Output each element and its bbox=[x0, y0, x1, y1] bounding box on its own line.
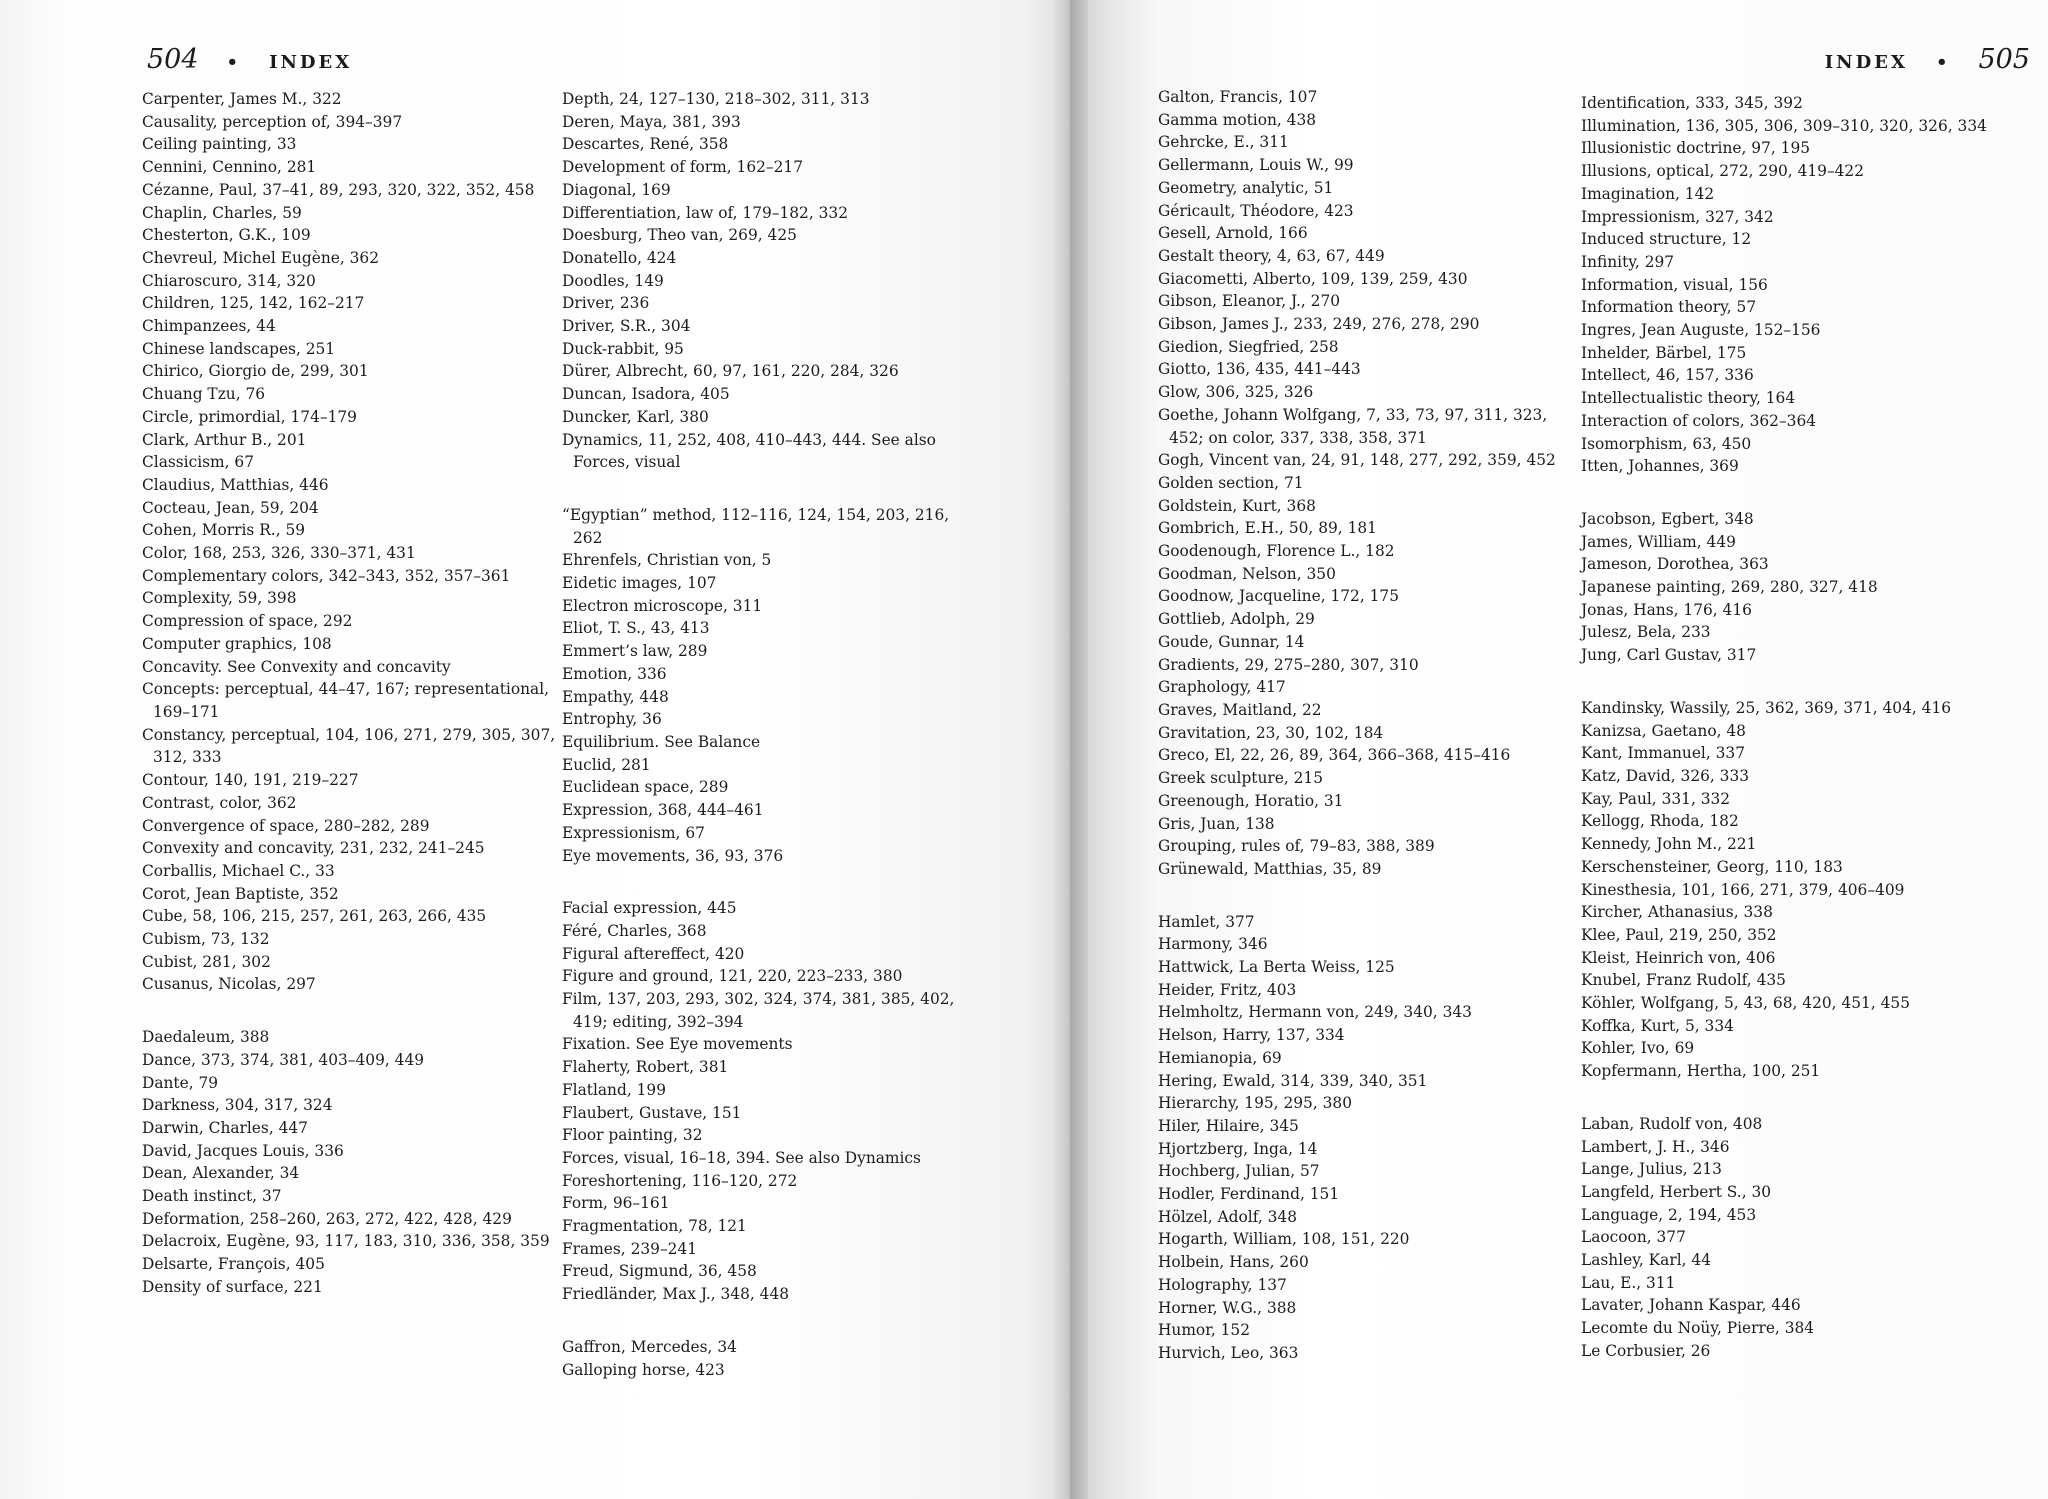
index-entry: Ceiling painting, 33 bbox=[142, 135, 297, 154]
index-entry: Children, 125, 142, 162–217 bbox=[142, 294, 365, 313]
index-entry: Golden section, 71 bbox=[1158, 473, 1304, 492]
index-entry: Claudius, Matthias, 446 bbox=[142, 475, 329, 494]
index-entry: Identification, 333, 345, 392 bbox=[1581, 94, 1803, 112]
index-entry: Kay, Paul, 331, 332 bbox=[1581, 789, 1731, 808]
index-entry: Complexity, 59, 398 bbox=[142, 589, 297, 608]
index-entry: Floor painting, 32 bbox=[562, 1126, 703, 1145]
index-entry: Equilibrium. See Balance bbox=[562, 732, 761, 751]
index-entry: Lange, Julius, 213 bbox=[1581, 1160, 1722, 1179]
index-entry: Hamlet, 377 bbox=[1158, 912, 1255, 931]
index-entry: Film, 137, 203, 293, 302, 324, 374, 381, 385, 402, 419; editing, 392–394 bbox=[562, 990, 955, 1031]
index-entry: Géricault, Théodore, 423 bbox=[1158, 201, 1354, 220]
index-entry: Hochberg, Julian, 57 bbox=[1158, 1162, 1320, 1181]
index-entry: Driver, 236 bbox=[562, 294, 650, 313]
index-entry: Dynamics, 11, 252, 408, 410–443, 444. See also Forces, visual bbox=[562, 430, 936, 472]
index-entry: Dean, Alexander, 34 bbox=[142, 1164, 300, 1183]
index-entry: Kopfermann, Hertha, 100, 251 bbox=[1581, 1062, 1821, 1081]
index-entry: Goodman, Nelson, 350 bbox=[1158, 564, 1336, 583]
index-entry: Kennedy, John M., 221 bbox=[1581, 835, 1757, 854]
index-entry: Gamma motion, 438 bbox=[1158, 110, 1317, 129]
index-entry: Facial expression, 445 bbox=[562, 899, 737, 918]
index-entry: Chiaroscuro, 314, 320 bbox=[142, 271, 316, 290]
page-number-left: 504 bbox=[147, 44, 199, 75]
index-entry: Goodnow, Jacqueline, 172, 175 bbox=[1158, 587, 1400, 606]
bullet-separator: • bbox=[1935, 52, 1951, 73]
index-entry: Figure and ground, 121, 220, 223–233, 380 bbox=[562, 967, 903, 986]
index-entry: Holbein, Hans, 260 bbox=[1158, 1253, 1309, 1272]
index-entry: Hjortzberg, Inga, 14 bbox=[1158, 1139, 1318, 1158]
index-entry: Galton, Francis, 107 bbox=[1158, 88, 1318, 106]
index-entry: Constancy, perceptual, 104, 106, 271, 279, 305, 307, 312, 333 bbox=[142, 725, 556, 767]
index-entry: Köhler, Wolfgang, 5, 43, 68, 420, 451, 455 bbox=[1581, 994, 1910, 1013]
index-entry: Gombrich, E.H., 50, 89, 181 bbox=[1158, 519, 1377, 538]
index-entry: David, Jacques Louis, 336 bbox=[142, 1141, 344, 1160]
index-entry: Kleist, Heinrich von, 406 bbox=[1581, 948, 1776, 967]
index-entry: Convergence of space, 280–282, 289 bbox=[142, 816, 430, 835]
index-entry: Goude, Gunnar, 14 bbox=[1158, 632, 1305, 651]
index-entry: Gestalt theory, 4, 63, 67, 449 bbox=[1158, 246, 1385, 265]
index-entry: Kanizsa, Gaetano, 48 bbox=[1581, 721, 1746, 740]
index-entry: Jameson, Dorothea, 363 bbox=[1581, 555, 1769, 574]
index-entry: Induced structure, 12 bbox=[1581, 230, 1752, 249]
index-entry: Gellermann, Louis W., 99 bbox=[1158, 156, 1354, 175]
index-entry: Complementary colors, 342–343, 352, 357–361 bbox=[142, 566, 511, 585]
index-entry: Flaherty, Robert, 381 bbox=[562, 1058, 729, 1077]
index-entry: Galloping horse, 423 bbox=[562, 1360, 725, 1379]
index-entry: Death instinct, 37 bbox=[142, 1187, 282, 1206]
index-entry: Cocteau, Jean, 59, 204 bbox=[142, 498, 319, 517]
index-column-3 bbox=[1158, 86, 1576, 1365]
index-entry: Cube, 58, 106, 215, 257, 261, 263, 266, 435 bbox=[142, 907, 487, 926]
index-entry: Chevreul, Michel Eugène, 362 bbox=[142, 248, 379, 267]
letter-group-gap bbox=[142, 996, 560, 1026]
index-entry: Friedländer, Max J., 348, 448 bbox=[562, 1285, 790, 1304]
index-entry: Illumination, 136, 305, 306, 309–310, 320, 326, 334 bbox=[1581, 116, 1987, 135]
index-entry: Driver, S.R., 304 bbox=[562, 317, 691, 336]
index-entry: Ehrenfels, Christian von, 5 bbox=[562, 551, 772, 570]
index-entry: Laocoon, 377 bbox=[1581, 1228, 1686, 1247]
index-entry: Graves, Maitland, 22 bbox=[1158, 700, 1322, 719]
index-entry: Holography, 137 bbox=[1158, 1275, 1287, 1294]
index-entry: Deren, Maya, 381, 393 bbox=[562, 112, 741, 131]
index-entry: Gogh, Vincent van, 24, 91, 148, 277, 292, 359, 452 bbox=[1158, 451, 1556, 470]
index-entry: James, William, 449 bbox=[1581, 532, 1736, 551]
index-entry: Delacroix, Eugène, 93, 117, 183, 310, 336, 358, 359 bbox=[142, 1232, 550, 1251]
index-entry: Density of surface, 221 bbox=[142, 1277, 323, 1296]
index-entry: Klee, Paul, 219, 250, 352 bbox=[1581, 925, 1777, 944]
index-entry: Development of form, 162–217 bbox=[562, 158, 803, 177]
index-entry: Dürer, Albrecht, 60, 97, 161, 220, 284, 326 bbox=[562, 362, 899, 381]
letter-group-gap bbox=[562, 1306, 980, 1336]
index-entry: Darwin, Charles, 447 bbox=[142, 1118, 308, 1137]
index-entry: Gibson, James J., 233, 249, 276, 278, 290 bbox=[1158, 315, 1480, 334]
index-entry: Foreshortening, 116–120, 272 bbox=[562, 1171, 798, 1190]
index-entry: Goodenough, Florence L., 182 bbox=[1158, 542, 1395, 561]
index-entry: Language, 2, 194, 453 bbox=[1581, 1205, 1757, 1224]
index-entry: Kandinsky, Wassily, 25, 362, 369, 371, 404, 416 bbox=[1581, 698, 1952, 717]
index-entry: Carpenter, James M., 322 bbox=[142, 90, 342, 108]
index-entry: Deformation, 258–260, 263, 272, 422, 428, 429 bbox=[142, 1209, 512, 1228]
running-head-left bbox=[147, 44, 352, 75]
letter-group-gap bbox=[1581, 667, 1999, 697]
index-entry: Lashley, Karl, 44 bbox=[1581, 1251, 1711, 1270]
index-entry: Dance, 373, 374, 381, 403–409, 449 bbox=[142, 1050, 425, 1069]
index-entry: Intellect, 46, 157, 336 bbox=[1581, 366, 1754, 385]
index-entry: Contour, 140, 191, 219–227 bbox=[142, 771, 359, 790]
index-entry: Harmony, 346 bbox=[1158, 935, 1268, 954]
index-entry: Infinity, 297 bbox=[1581, 252, 1675, 271]
index-entry: Dante, 79 bbox=[142, 1073, 219, 1092]
index-entry: Electron microscope, 311 bbox=[562, 596, 763, 615]
index-entry: Hierarchy, 195, 295, 380 bbox=[1158, 1094, 1353, 1113]
index-entry: Flaubert, Gustave, 151 bbox=[562, 1103, 742, 1122]
index-entry: Féré, Charles, 368 bbox=[562, 921, 707, 940]
index-entry: Gibson, Eleanor, J., 270 bbox=[1158, 292, 1341, 311]
index-entry: Horner, W.G., 388 bbox=[1158, 1298, 1297, 1317]
index-entry: Chuang Tzu, 76 bbox=[142, 385, 266, 404]
index-entry: Expressionism, 67 bbox=[562, 823, 705, 842]
index-entry: Eliot, T. S., 43, 413 bbox=[562, 619, 710, 638]
index-column-4 bbox=[1581, 92, 1999, 1363]
index-entry: Daedaleum, 388 bbox=[142, 1028, 270, 1047]
index-entry: Illusionistic doctrine, 97, 195 bbox=[1581, 139, 1811, 158]
index-entry: Le Corbusier, 26 bbox=[1581, 1341, 1711, 1360]
index-entry: Corot, Jean Baptiste, 352 bbox=[142, 884, 339, 903]
index-entry: Helmholtz, Hermann von, 249, 340, 343 bbox=[1158, 1003, 1472, 1022]
index-entry: Flatland, 199 bbox=[562, 1080, 666, 1099]
running-head-right bbox=[1825, 44, 2030, 75]
index-column-1 bbox=[142, 88, 560, 1299]
index-entry: Katz, David, 326, 333 bbox=[1581, 766, 1750, 785]
index-entry: Geometry, analytic, 51 bbox=[1158, 178, 1334, 197]
index-entry: Cézanne, Paul, 37–41, 89, 293, 320, 322, 352, 458 bbox=[142, 180, 535, 199]
index-entry: Computer graphics, 108 bbox=[142, 634, 332, 653]
index-entry: Doodles, 149 bbox=[562, 271, 664, 290]
index-entry: Langfeld, Herbert S., 30 bbox=[1581, 1182, 1772, 1201]
index-entry: Convexity and concavity, 231, 232, 241–245 bbox=[142, 839, 485, 858]
index-entry: Ingres, Jean Auguste, 152–156 bbox=[1581, 321, 1821, 340]
index-entry: Emmert’s law, 289 bbox=[562, 642, 708, 661]
index-entry: Cennini, Cennino, 281 bbox=[142, 158, 317, 177]
index-entry: Empathy, 448 bbox=[562, 687, 669, 706]
index-entry: Jacobson, Egbert, 348 bbox=[1581, 509, 1754, 528]
index-entry: Lau, E., 311 bbox=[1581, 1273, 1676, 1292]
index-entry: “Egyptian” method, 112–116, 124, 154, 203, 216, 262 bbox=[562, 505, 950, 547]
index-entry: Chinese landscapes, 251 bbox=[142, 339, 336, 358]
index-entry: Duncan, Isadora, 405 bbox=[562, 385, 730, 404]
index-entry: Eidetic images, 107 bbox=[562, 574, 717, 593]
index-entry: Heider, Fritz, 403 bbox=[1158, 980, 1297, 999]
index-entry: Figural aftereffect, 420 bbox=[562, 944, 745, 963]
index-entry: Frames, 239–241 bbox=[562, 1239, 698, 1258]
index-entry: Grouping, rules of, 79–83, 388, 389 bbox=[1158, 837, 1435, 856]
index-entry: Japanese painting, 269, 280, 327, 418 bbox=[1581, 578, 1878, 597]
index-entry: Kohler, Ivo, 69 bbox=[1581, 1039, 1695, 1058]
index-entry: Depth, 24, 127–130, 218–302, 311, 313 bbox=[562, 90, 870, 108]
index-entry: Giotto, 136, 435, 441–443 bbox=[1158, 360, 1361, 379]
index-entry: Hölzel, Adolf, 348 bbox=[1158, 1207, 1297, 1226]
letter-group-gap bbox=[562, 474, 980, 504]
index-entry: Chaplin, Charles, 59 bbox=[142, 203, 302, 222]
index-entry: Eye movements, 36, 93, 376 bbox=[562, 846, 784, 865]
letter-group-gap bbox=[1158, 881, 1576, 911]
index-entry: Hering, Ewald, 314, 339, 340, 351 bbox=[1158, 1071, 1428, 1090]
index-entry: Interaction of colors, 362–364 bbox=[1581, 411, 1817, 430]
index-entry: Koffka, Kurt, 5, 334 bbox=[1581, 1016, 1734, 1035]
index-entry: Julesz, Bela, 233 bbox=[1581, 623, 1711, 642]
index-entry: Gravitation, 23, 30, 102, 184 bbox=[1158, 723, 1384, 742]
index-entry: Giedion, Siegfried, 258 bbox=[1158, 337, 1339, 356]
index-entry: Lambert, J. H., 346 bbox=[1581, 1137, 1730, 1156]
index-entry: Graphology, 417 bbox=[1158, 678, 1286, 697]
index-entry: Form, 96–161 bbox=[562, 1194, 670, 1213]
index-entry: Duck-rabbit, 95 bbox=[562, 339, 684, 358]
index-entry: Clark, Arthur B., 201 bbox=[142, 430, 307, 449]
index-entry: Gaffron, Mercedes, 34 bbox=[562, 1337, 737, 1356]
index-entry: Kant, Immanuel, 337 bbox=[1581, 744, 1746, 763]
index-entry: Jung, Carl Gustav, 317 bbox=[1581, 646, 1757, 665]
index-entry: Emotion, 336 bbox=[562, 664, 667, 683]
index-entry: Gesell, Arnold, 166 bbox=[1158, 224, 1308, 243]
index-entry: Circle, primordial, 174–179 bbox=[142, 407, 357, 426]
index-entry: Fragmentation, 78, 121 bbox=[562, 1217, 747, 1236]
index-entry: Laban, Rudolf von, 408 bbox=[1581, 1114, 1763, 1133]
index-entry: Chesterton, G.K., 109 bbox=[142, 226, 311, 245]
index-column-2 bbox=[562, 88, 980, 1381]
index-entry: Differentiation, law of, 179–182, 332 bbox=[562, 203, 849, 222]
index-entry: Gris, Juan, 138 bbox=[1158, 814, 1275, 833]
index-entry: Hattwick, La Berta Weiss, 125 bbox=[1158, 958, 1395, 977]
index-entry: Descartes, René, 358 bbox=[562, 135, 729, 154]
index-entry: Greco, El, 22, 26, 89, 364, 366–368, 415–416 bbox=[1158, 746, 1511, 765]
running-head-title: INDEX bbox=[1824, 52, 1908, 73]
index-entry: Concavity. See Convexity and concavity bbox=[142, 657, 451, 676]
index-entry: Cohen, Morris R., 59 bbox=[142, 521, 306, 540]
index-entry: Intellectualistic theory, 164 bbox=[1581, 389, 1796, 408]
index-entry: Gehrcke, E., 311 bbox=[1158, 133, 1289, 152]
index-entry: Helson, Harry, 137, 334 bbox=[1158, 1026, 1345, 1045]
index-entry: Giacometti, Alberto, 109, 139, 259, 430 bbox=[1158, 269, 1468, 288]
index-entry: Freud, Sigmund, 36, 458 bbox=[562, 1262, 757, 1281]
index-entry: Classicism, 67 bbox=[142, 453, 254, 472]
index-entry: Isomorphism, 63, 450 bbox=[1581, 434, 1752, 453]
index-entry: Entrophy, 36 bbox=[562, 710, 662, 729]
index-entry: Corballis, Michael C., 33 bbox=[142, 861, 335, 880]
index-entry: Euclidean space, 289 bbox=[562, 778, 729, 797]
index-entry: Gottlieb, Adolph, 29 bbox=[1158, 610, 1315, 629]
index-entry: Diagonal, 169 bbox=[562, 180, 671, 199]
index-entry: Information theory, 57 bbox=[1581, 298, 1757, 317]
index-entry: Delsarte, François, 405 bbox=[142, 1255, 325, 1274]
index-entry: Euclid, 281 bbox=[562, 755, 651, 774]
index-entry: Expression, 368, 444–461 bbox=[562, 801, 764, 820]
index-entry: Concepts: perceptual, 44–47, 167; representational, 169–171 bbox=[142, 680, 550, 721]
letter-group-gap bbox=[562, 867, 980, 897]
index-entry: Chirico, Giorgio de, 299, 301 bbox=[142, 362, 369, 381]
index-entry: Contrast, color, 362 bbox=[142, 793, 297, 812]
index-entry: Cubism, 73, 132 bbox=[142, 930, 270, 949]
index-entry: Lavater, Johann Kaspar, 446 bbox=[1581, 1296, 1801, 1315]
index-entry: Glow, 306, 325, 326 bbox=[1158, 383, 1314, 402]
index-entry: Imagination, 142 bbox=[1581, 184, 1715, 203]
index-entry: Goldstein, Kurt, 368 bbox=[1158, 496, 1316, 515]
index-entry: Hurvich, Leo, 363 bbox=[1158, 1343, 1299, 1362]
index-entry: Knubel, Franz Rudolf, 435 bbox=[1581, 971, 1786, 990]
letter-group-gap bbox=[1581, 1083, 1999, 1113]
index-entry: Impressionism, 327, 342 bbox=[1581, 207, 1774, 226]
index-entry: Hemianopia, 69 bbox=[1158, 1048, 1282, 1067]
index-entry: Doesburg, Theo van, 269, 425 bbox=[562, 226, 797, 245]
index-entry: Hogarth, William, 108, 151, 220 bbox=[1158, 1230, 1410, 1249]
index-entry: Fixation. See Eye movements bbox=[562, 1035, 793, 1054]
index-entry: Hiler, Hilaire, 345 bbox=[1158, 1116, 1299, 1135]
index-entry: Grünewald, Matthias, 35, 89 bbox=[1158, 859, 1382, 878]
index-entry: Gradients, 29, 275–280, 307, 310 bbox=[1158, 655, 1419, 674]
index-entry: Cusanus, Nicolas, 297 bbox=[142, 975, 316, 994]
index-entry: Inhelder, Bärbel, 175 bbox=[1581, 343, 1747, 362]
index-entry: Duncker, Karl, 380 bbox=[562, 407, 709, 426]
index-entry: Lecomte du Noüy, Pierre, 384 bbox=[1581, 1319, 1815, 1338]
bullet-separator: • bbox=[226, 52, 242, 73]
index-entry: Itten, Johannes, 369 bbox=[1581, 457, 1739, 476]
index-entry: Forces, visual, 16–18, 394. See also Dynamics bbox=[562, 1148, 921, 1167]
index-entry: Kellogg, Rhoda, 182 bbox=[1581, 812, 1739, 831]
index-entry: Chimpanzees, 44 bbox=[142, 317, 276, 336]
index-entry: Greenough, Horatio, 31 bbox=[1158, 791, 1344, 810]
index-entry: Humor, 152 bbox=[1158, 1321, 1251, 1340]
index-entry: Kerschensteiner, Georg, 110, 183 bbox=[1581, 857, 1843, 876]
index-entry: Compression of space, 292 bbox=[142, 612, 353, 631]
index-entry: Color, 168, 253, 326, 330–371, 431 bbox=[142, 544, 416, 563]
index-entry: Greek sculpture, 215 bbox=[1158, 769, 1324, 788]
index-entry: Goethe, Johann Wolfgang, 7, 33, 73, 97, 311, 323, 452; on color, 337, 338, 358, 371 bbox=[1158, 405, 1548, 447]
index-entry: Darkness, 304, 317, 324 bbox=[142, 1096, 333, 1115]
running-head-title: INDEX bbox=[269, 52, 353, 73]
index-entry: Cubist, 281, 302 bbox=[142, 952, 271, 971]
index-entry: Information, visual, 156 bbox=[1581, 275, 1768, 294]
letter-group-gap bbox=[1581, 478, 1999, 508]
page-number-right: 505 bbox=[1978, 44, 2030, 75]
index-entry: Kircher, Athanasius, 338 bbox=[1581, 903, 1773, 922]
index-entry: Causality, perception of, 394–397 bbox=[142, 112, 403, 131]
index-entry: Donatello, 424 bbox=[562, 248, 677, 267]
index-entry: Illusions, optical, 272, 290, 419–422 bbox=[1581, 162, 1865, 181]
index-entry: Hodler, Ferdinand, 151 bbox=[1158, 1185, 1340, 1204]
book-gutter-shadow bbox=[1052, 0, 1088, 1499]
index-entry: Kinesthesia, 101, 166, 271, 379, 406–409 bbox=[1581, 880, 1905, 899]
index-entry: Jonas, Hans, 176, 416 bbox=[1581, 600, 1752, 619]
